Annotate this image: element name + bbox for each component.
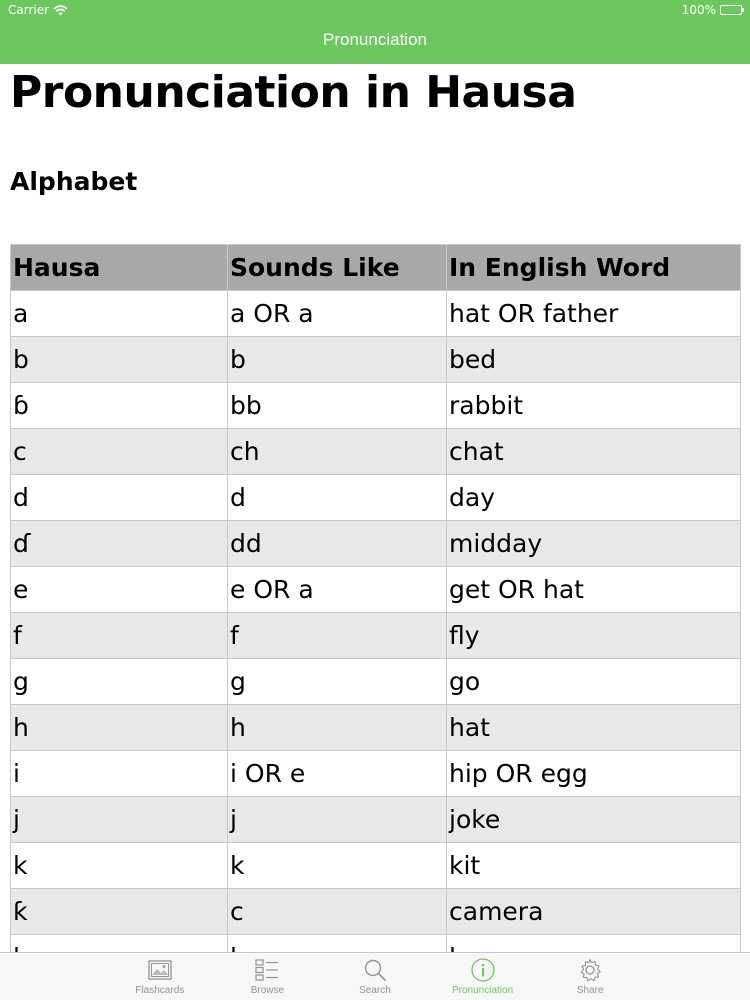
table-cell: k — [228, 843, 447, 889]
battery-icon — [720, 5, 742, 15]
tab-label: Share — [576, 985, 604, 996]
tab-label: Browse — [250, 985, 285, 996]
search-icon — [362, 957, 388, 983]
table-cell: kit — [447, 843, 741, 889]
column-header: In English Word — [447, 245, 741, 291]
tab-label: Pronunciation — [452, 985, 514, 996]
table-cell: fly — [447, 613, 741, 659]
table-row — [11, 705, 741, 751]
column-header: Hausa — [11, 245, 228, 291]
table-cell: g — [11, 659, 228, 705]
battery-indicator — [682, 3, 742, 17]
status-bar — [8, 3, 742, 19]
tab-pronunciation[interactable] — [429, 953, 537, 1000]
table-row — [11, 567, 741, 613]
carrier-label: Carrier — [8, 3, 50, 17]
table-cell: dd — [228, 521, 447, 567]
alphabet-table — [10, 244, 741, 981]
carrier-indicator — [8, 3, 68, 17]
table-cell: f — [11, 613, 228, 659]
table-cell: chat — [447, 429, 741, 475]
table-cell: hat OR father — [447, 291, 741, 337]
table-cell: i — [11, 751, 228, 797]
table-cell: c — [228, 889, 447, 935]
table-cell: d — [228, 475, 447, 521]
nav-title: Pronunciation — [323, 30, 427, 49]
table-cell: joke — [447, 797, 741, 843]
tab-flashcards[interactable] — [106, 953, 214, 1000]
section-heading: Alphabet — [10, 167, 138, 196]
table-cell: f — [228, 613, 447, 659]
tab-search[interactable] — [321, 953, 429, 1000]
table-cell: rabbit — [447, 383, 741, 429]
battery-percent: 100% — [681, 3, 716, 17]
table-cell: hat — [447, 705, 741, 751]
table-cell: d — [11, 475, 228, 521]
table-row — [11, 797, 741, 843]
table-cell: b — [228, 337, 447, 383]
table-cell: j — [228, 797, 447, 843]
table-cell: bb — [228, 383, 447, 429]
table-cell: c — [11, 429, 228, 475]
table-row — [11, 475, 741, 521]
table-row — [11, 429, 741, 475]
table-cell: bed — [447, 337, 741, 383]
info-icon — [470, 957, 496, 983]
table-cell: j — [11, 797, 228, 843]
navigation-bar — [0, 0, 750, 64]
table-cell: get OR hat — [447, 567, 741, 613]
table-row — [11, 337, 741, 383]
table-row — [11, 843, 741, 889]
table-row — [11, 751, 741, 797]
tab-label: Flashcards — [135, 985, 185, 996]
table-cell: e OR a — [228, 567, 447, 613]
flashcards-icon — [147, 957, 173, 983]
table-cell: midday — [447, 521, 741, 567]
table-row — [11, 613, 741, 659]
wifi-icon — [53, 5, 68, 16]
table-cell: go — [447, 659, 741, 705]
table-cell: h — [228, 705, 447, 751]
table-cell: ɗ — [11, 521, 228, 567]
table-cell: ch — [228, 429, 447, 475]
tab-label: Search — [359, 985, 391, 996]
table-cell: ƙ — [11, 889, 228, 935]
gear-icon — [577, 957, 603, 983]
table-cell: ɓ — [11, 383, 228, 429]
tab-bar — [0, 952, 750, 1000]
table-row — [11, 889, 741, 935]
table-cell: i OR e — [228, 751, 447, 797]
content-area[interactable] — [0, 64, 750, 952]
table-header-row — [11, 245, 741, 291]
table-cell: day — [447, 475, 741, 521]
page-title: Pronunciation in Hausa — [10, 67, 577, 118]
table-row — [11, 383, 741, 429]
table-row — [11, 521, 741, 567]
table-cell: g — [228, 659, 447, 705]
table-cell: a — [11, 291, 228, 337]
table-cell: e — [11, 567, 228, 613]
column-header: Sounds Like — [228, 245, 447, 291]
table-row — [11, 659, 741, 705]
table-cell: hip OR egg — [447, 751, 741, 797]
table-cell: k — [11, 843, 228, 889]
table-cell: h — [11, 705, 228, 751]
browse-icon — [254, 957, 280, 983]
table-row — [11, 291, 741, 337]
table-cell: b — [11, 337, 228, 383]
table-cell: camera — [447, 889, 741, 935]
tab-share[interactable] — [536, 953, 644, 1000]
table-cell: a OR a — [228, 291, 447, 337]
tab-browse[interactable] — [214, 953, 322, 1000]
